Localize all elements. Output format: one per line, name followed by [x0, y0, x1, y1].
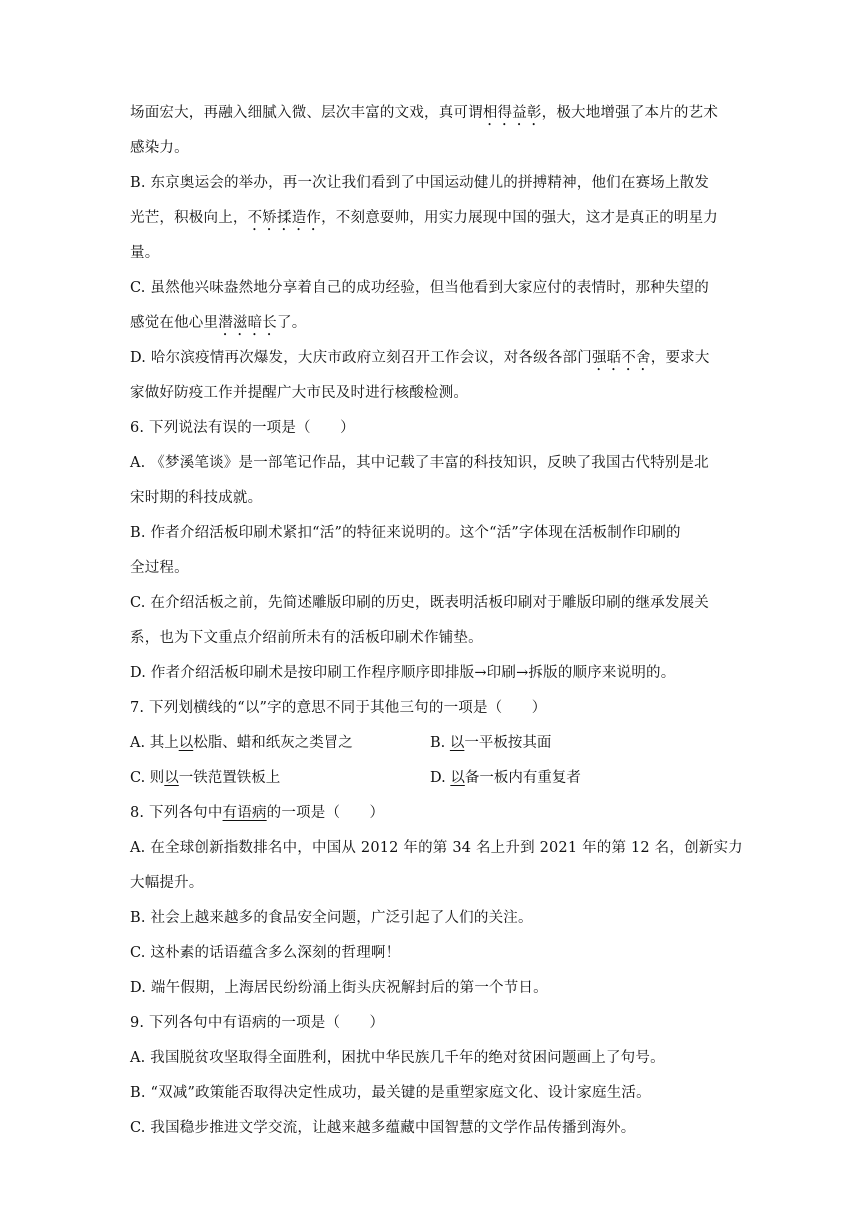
q6-option-a-2: 宋时期的科技成就。 — [130, 490, 263, 506]
underlined-phrase: 有语病 — [222, 805, 267, 821]
q6-option-d: D. 作者介绍活板印刷术是按印刷工作程序顺序即排版→印刷→拆版的顺序来说明的。 — [130, 665, 676, 681]
q6-option-c-2: 系，也为下文重点介绍前所未有的活板印刷术作铺垫。 — [130, 630, 483, 646]
q7-option-d: D. 以备一板内有重复者 — [430, 770, 581, 786]
q7-options-row-1 — [130, 726, 730, 761]
dotted-idiom: 不矫揉造作 — [247, 210, 322, 226]
underlined-char: 以 — [449, 735, 465, 751]
q5-option-d-2: 家做好防疫工作并提醒广大市民及时进行核酸检测。 — [130, 385, 469, 401]
q9-option-b: B. “双减”政策能否取得决定性成功，最关键的是重塑家庭文化、设计家庭生活。 — [130, 1085, 651, 1101]
q5-option-c-2: 感觉在他心里潜滋暗长了。 — [130, 315, 307, 331]
q8-option-d: D. 端午假期，上海居民纷纷涌上街头庆祝解封后的第一个节日。 — [130, 980, 548, 996]
document-page — [130, 96, 743, 1146]
q7-stem: 7. 下列划横线的“以”字的意思不同于其他三句的一项是（ ） — [130, 700, 547, 716]
underlined-char: 以 — [178, 735, 194, 751]
q7-option-a: A. 其上以松脂、蜡和纸灰之类冒之 — [130, 735, 353, 751]
q7-option-c: C. 则以一铁范置铁板上 — [130, 770, 281, 786]
dotted-idiom: 相得益彰 — [482, 105, 542, 121]
q9-option-c: C. 我国稳步推进文学交流，让越来越多蕴藏中国智慧的文学作品传播到海外。 — [130, 1120, 636, 1136]
q5-option-b-3: 量。 — [130, 245, 160, 261]
q5-option-b-2: 光芒，积极向上，不矫揉造作，不刻意耍帅，用实力展现中国的强大，这才是真正的明星力 — [130, 210, 719, 226]
q8-option-a-2: 大幅提升。 — [130, 875, 204, 891]
q6-option-b-2: 全过程。 — [130, 560, 189, 576]
q5-option-d: D. 哈尔滨疫情再次爆发，大庆市政府立刻召开工作会议，对各级各部门强聒不舍，要求大 — [130, 350, 710, 366]
q8-stem: 8. 下列各句中有语病的一项是（ ） — [130, 805, 385, 821]
dotted-idiom: 强聒不舍 — [591, 350, 651, 366]
q8-option-b: B. 社会上越来越多的食品安全问题，广泛引起了人们的关注。 — [130, 910, 533, 926]
q5-stem-continuation: 场面宏大，再融入细腻入微、层次丰富的文戏，真可谓相得益彰，极大地增强了本片的艺术 — [130, 105, 719, 121]
q7-option-b: B. 以一平板按其面 — [430, 735, 552, 751]
q8-option-c: C. 这朴素的话语蕴含多么深刻的哲理啊！ — [130, 945, 401, 961]
underlined-char: 以 — [164, 770, 179, 786]
underlined-char: 以 — [450, 770, 465, 786]
q6-option-c: C. 在介绍活板之前，先简述雕版印刷的历史，既表明活板印刷对于雕版印刷的继承发展关 — [130, 595, 709, 611]
q6-stem: 6. 下列说法有误的一项是（ ） — [130, 420, 355, 436]
q5-option-c: C. 虽然他兴味盎然地分享着自己的成功经验，但当他看到大家应付的表情时，那种失望的 — [130, 280, 709, 296]
q5-option-b: B. 东京奥运会的举办，再一次让我们看到了中国运动健儿的拼搏精神，他们在赛场上散发 — [130, 175, 710, 191]
q8-option-a: A. 在全球创新指数排名中，中国从 2012 年的第 34 名上升到 2021 年的第 12 名，创新实力 — [130, 840, 743, 856]
q9-stem: 9. 下列各句中有语病的一项是（ ） — [130, 1015, 385, 1031]
q7-options-row-2 — [130, 761, 730, 796]
dotted-idiom: 潜滋暗长 — [218, 315, 278, 331]
q6-option-b: B. 作者介绍活板印刷术紧扣“活”的特征来说明的。这个“活”字体现在活板制作印刷的 — [130, 525, 681, 541]
q6-option-a: A. 《梦溪笔谈》是一部笔记作品，其中记载了丰富的科技知识，反映了我国古代特别是北 — [130, 455, 709, 471]
q9-option-a: A. 我国脱贫攻坚取得全面胜利，困扰中华民族几千年的绝对贫困问题画上了句号。 — [130, 1050, 665, 1066]
q5-stem-continuation-2: 感染力。 — [130, 140, 189, 156]
